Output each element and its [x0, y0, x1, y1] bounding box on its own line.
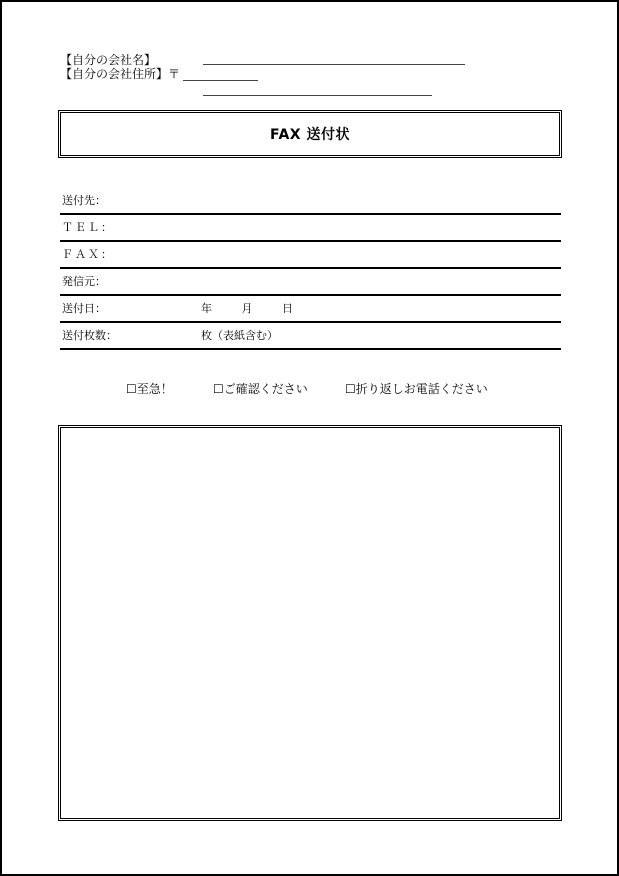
date-year: 年 — [201, 302, 212, 315]
date-month: 月 — [241, 302, 253, 315]
field-divider — [60, 240, 561, 242]
field-row-from — [60, 270, 561, 296]
checkbox-please-confirm[interactable]: ☐ご確認ください — [213, 382, 308, 396]
pages-unit: 枚（表紙含む） — [201, 329, 278, 342]
field-row-date — [60, 297, 561, 323]
field-row-fax — [60, 243, 561, 269]
from-label: 発信元： — [62, 275, 106, 288]
date-value — [201, 300, 293, 316]
field-row-pages — [60, 324, 561, 350]
field-row-to — [60, 189, 561, 215]
company-name-label: 【自分の会社名】 — [60, 53, 157, 67]
document-title: FAX 送付状 — [60, 112, 560, 156]
company-address-label: 【自分の会社住所】〒 — [60, 67, 181, 81]
to-label: 送付先： — [62, 194, 106, 207]
message-box — [58, 425, 562, 821]
company-name-line — [203, 64, 465, 65]
field-row-tel — [60, 216, 561, 242]
pages-label: 送付枚数： — [62, 329, 117, 342]
tel-label: ＴＥＬ： — [62, 221, 114, 234]
field-divider — [60, 267, 561, 269]
field-divider — [60, 213, 561, 215]
postal-code-line — [183, 80, 258, 81]
field-divider — [60, 321, 561, 323]
date-day: 日 — [282, 302, 293, 315]
message-area[interactable] — [60, 427, 560, 819]
checkbox-please-call-back[interactable]: ☐折り返しお電話ください — [345, 382, 488, 396]
company-address-line — [203, 95, 432, 96]
title-box — [58, 110, 562, 158]
checkbox-urgent[interactable]: ☐至急！ — [126, 382, 173, 396]
field-divider — [60, 348, 561, 350]
fax-label: ＦＡＸ： — [62, 248, 114, 261]
field-divider — [60, 294, 561, 296]
date-label: 送付日： — [62, 302, 106, 315]
